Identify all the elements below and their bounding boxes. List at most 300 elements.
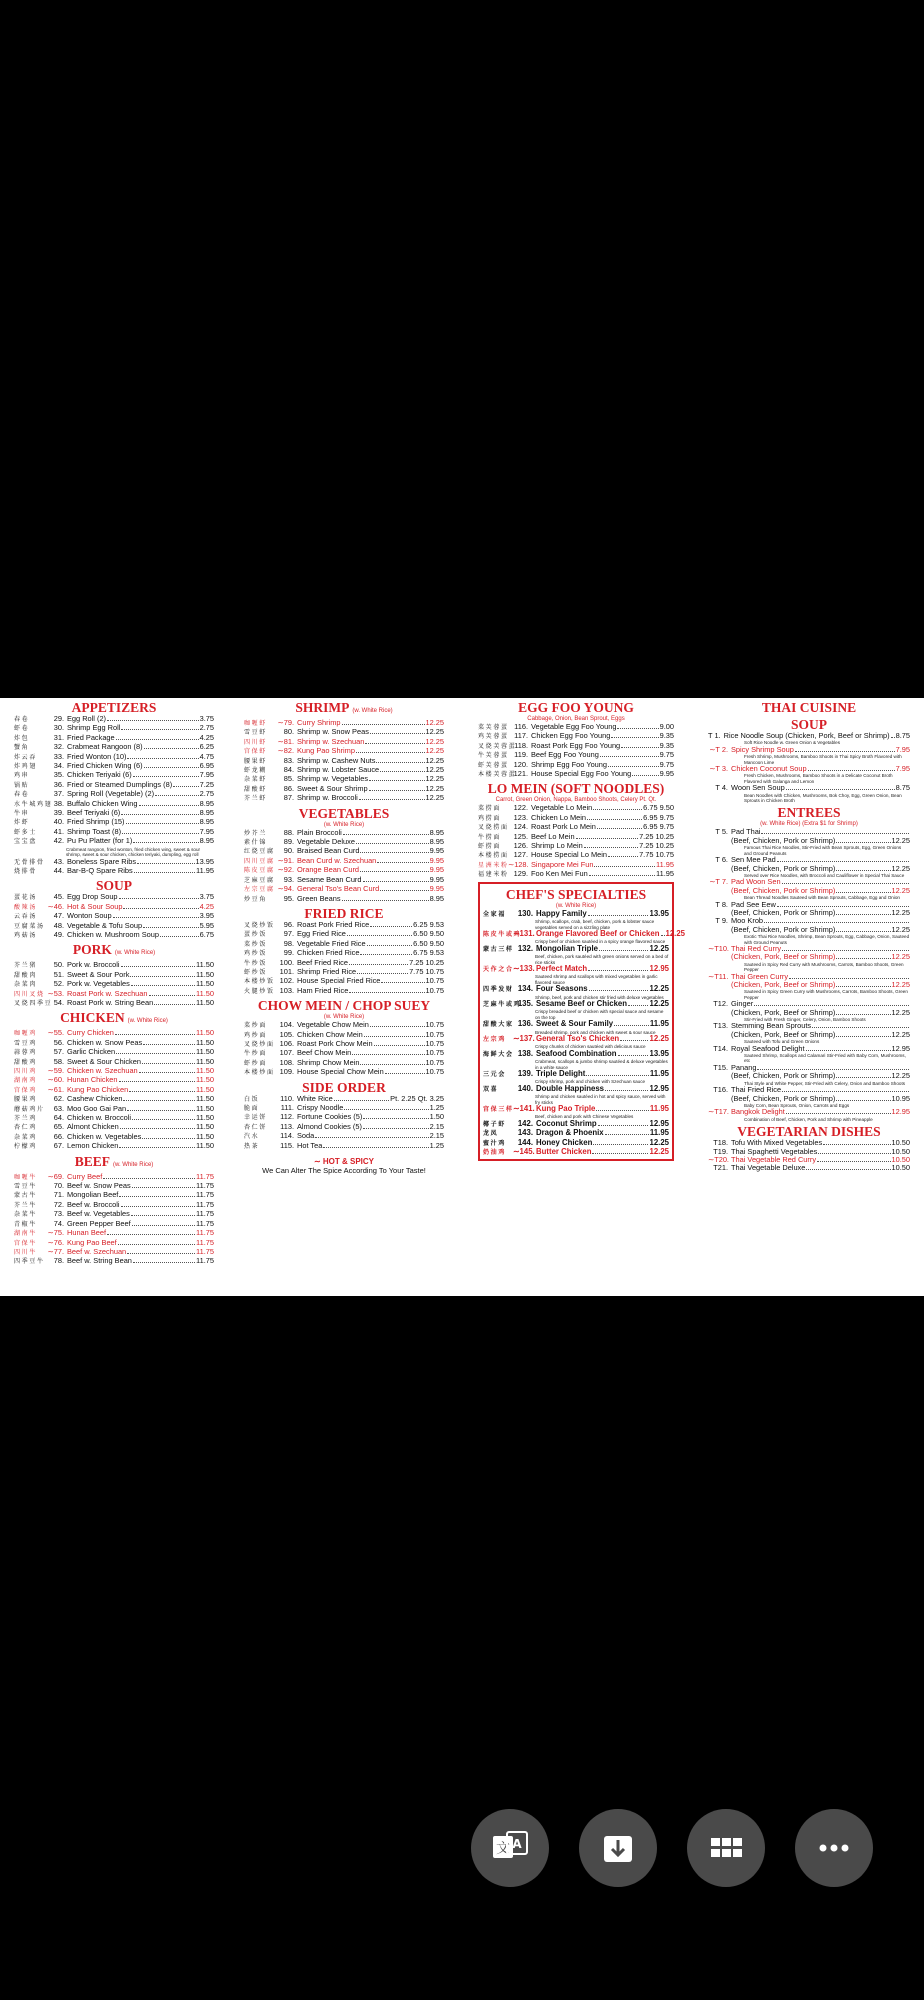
item-number: ∼91. [277, 855, 294, 865]
more-options-button[interactable] [795, 1809, 873, 1887]
item-price: 12.25 [891, 924, 910, 934]
item-price: 8.75 [895, 783, 910, 793]
item-price: 11.75 [196, 1209, 214, 1219]
chinese-name: 汽 水 [244, 1134, 258, 1141]
item-name: Bean Curd w. Szechuan [297, 855, 377, 865]
item-price: 13.95 [649, 908, 669, 918]
item-number: T18. [713, 1138, 728, 1148]
svg-text:文: 文 [496, 1841, 510, 1857]
leader-dots [356, 843, 429, 844]
item-number: 105. [279, 1029, 294, 1039]
menu-item [14, 999, 214, 1008]
chinese-name: 蜜 汁 鸡 [483, 1140, 505, 1147]
item-price: 11.75 [196, 1256, 214, 1266]
item-number: 74. [53, 1218, 64, 1228]
chinese-name: 红 烧 豆 腐 [244, 849, 274, 856]
item-description: Beef, chicken, pork sautéed with green onions served on a bed of rice sticks [535, 954, 669, 965]
item-price: 12.25 [425, 718, 444, 727]
menu-item [14, 903, 214, 912]
item-name: Shrimp Egg Foo Young [531, 759, 608, 769]
item-number: 40. [53, 817, 64, 827]
leader-dots [103, 1178, 195, 1179]
leader-dots [359, 799, 425, 800]
menu-item [244, 1068, 444, 1077]
item-number: ∼T17. [708, 1107, 729, 1117]
item-price: 11.50 [196, 1094, 214, 1104]
item-name: General Tso's Chicken [536, 1034, 620, 1043]
chinese-name: 牛 串 [14, 811, 28, 818]
chinese-name: 甜 酸 大 家 [483, 1022, 513, 1029]
item-number: 41. [53, 826, 64, 836]
item-name: Shrimp Toast (8) [67, 826, 122, 836]
fried-rice-heading [244, 906, 444, 921]
menu-item [708, 865, 910, 873]
chinese-name: 本 楼 炒 饭 [244, 979, 274, 986]
chinese-name: 四 川 豆 腐 [244, 858, 274, 865]
item-number: ∼145. [513, 1147, 535, 1157]
item-number: 50. [53, 960, 64, 970]
item-number: 127. [513, 850, 528, 860]
chinese-name: 无 骨 排 骨 [14, 859, 44, 866]
item-number: 112. [280, 1112, 294, 1122]
chow-mein-heading [244, 998, 444, 1013]
item-name: Shrimp Chow Mein [297, 1057, 360, 1067]
leader-dots [123, 1100, 195, 1101]
chinese-name: 咖 喱 虾 [244, 721, 266, 727]
item-price: 7.95 [199, 826, 214, 836]
item-name: Kung Pao Chicken [67, 1084, 129, 1094]
chinese-name: 锅 贴 [14, 782, 28, 789]
menu-column-3 [478, 698, 686, 1161]
item-price: 10.75 [425, 1038, 444, 1048]
leader-dots [360, 871, 429, 872]
item-number: 122. [513, 803, 528, 813]
chinese-name: 雪 豆 鸡 [14, 1040, 36, 1047]
item-number: 96. [283, 919, 294, 929]
leader-dots [598, 1125, 649, 1126]
menu-item [708, 1031, 910, 1039]
chinese-name: 热 茶 [244, 1143, 258, 1150]
item-number: ∼59. [47, 1066, 64, 1075]
item-number: ∼133. [513, 963, 535, 973]
leader-dots [617, 728, 658, 729]
item-number: 119. [514, 750, 528, 760]
leader-dots [592, 1153, 648, 1154]
chinese-name: 芝 麻 豆 腐 [244, 877, 274, 884]
item-name: (Beef, Chicken, Pork or Shrimp) [731, 1093, 836, 1103]
item-price: 2.75 [199, 789, 214, 799]
leader-dots [806, 1169, 890, 1170]
leader-dots [620, 1040, 648, 1041]
item-number: 143. [517, 1128, 533, 1138]
item-name: Panang [731, 1062, 757, 1072]
item-name: Sweet & Sour Family [536, 1019, 614, 1029]
item-number: 42. [53, 836, 64, 846]
item-number: 38. [53, 798, 64, 808]
item-number: 71. [53, 1190, 64, 1200]
item-price: 7.75 10.75 [639, 850, 674, 860]
leader-dots [107, 720, 199, 721]
item-price: 8.95 [199, 817, 214, 827]
item-description: Crispy breaded beef or chicken with special sauce and sesame on the top [535, 1009, 664, 1020]
item-name: Thai Red Curry [731, 943, 782, 953]
item-number: ∼82. [277, 746, 294, 756]
item-number: 47. [53, 911, 64, 921]
leader-dots [142, 1063, 195, 1064]
item-description: Thai Style and White Pepper, Stir-Fried with Celery, Onion and Bamboo Shoots [744, 1080, 906, 1086]
item-price: 11.95 [656, 869, 674, 879]
leader-dots [782, 950, 909, 951]
item-price: 7.25 10.25 [639, 831, 674, 841]
item-name: Beef w. Snow Peas [67, 1181, 131, 1191]
item-price: 11.50 [196, 1122, 214, 1132]
menu-item [244, 794, 444, 803]
item-price: 3.75 [199, 892, 214, 902]
chinese-name: 菜 炒 面 [244, 1023, 266, 1030]
item-price: 12.25 [649, 943, 669, 953]
item-number: 51. [53, 969, 64, 979]
leader-dots [599, 950, 649, 951]
chinese-name: 陈 皮 牛 或 鸡 [483, 931, 520, 938]
item-price: 11.75 [196, 1228, 214, 1238]
menu-item [483, 945, 669, 954]
item-price: 7.95 [895, 744, 910, 754]
item-name: Thai Green Curry [731, 971, 789, 981]
item-price: 12.25 [425, 765, 444, 775]
item-name: Crispy Noodle [297, 1103, 344, 1112]
item-price: 12.25 [649, 1137, 669, 1147]
chinese-name: 酸 辣 汤 [14, 904, 36, 911]
chinese-name: 本 楼 捞 面 [478, 853, 508, 860]
item-name: Roast Pork w. Szechuan [67, 988, 148, 998]
chinese-name: 云 吞 汤 [14, 914, 36, 921]
shrimp-heading [244, 700, 444, 719]
item-name: Shrimp w. Lobster Sauce [297, 765, 380, 775]
item-price: 7.75 10.75 [409, 966, 444, 976]
thai-entrees-heading [708, 805, 910, 820]
leader-dots [377, 862, 428, 863]
chinese-name: 腰 果 虾 [244, 758, 266, 765]
leader-dots [143, 1044, 195, 1045]
item-name: Vegetable Lo Mein [531, 803, 593, 813]
item-price: 10.50 [891, 1163, 910, 1173]
item-name: Coconut Shrimp [536, 1118, 597, 1128]
item-price: 12.25 [891, 1029, 910, 1039]
chinese-name: 咖 喱 牛 [14, 1174, 36, 1181]
chinese-name: 宫 保 牛 [14, 1240, 36, 1247]
item-name: Chicken Lo Mein [531, 812, 587, 822]
item-name: Vegetable & Tofu Soup [67, 920, 143, 930]
leader-dots [586, 1075, 649, 1076]
chinese-name: 炸 虾 [14, 820, 28, 827]
chinese-name: 鸡 芙 蓉 蛋 [478, 734, 508, 741]
item-name: White Rice [297, 1093, 333, 1103]
item-number: 135. [517, 998, 533, 1008]
leader-dots [119, 1196, 195, 1197]
item-price: 12.25 [425, 774, 444, 784]
item-price: 12.25 [425, 793, 444, 803]
item-price: 9.35 [659, 731, 674, 741]
chinese-name: 柠 檬 鸡 [14, 1144, 36, 1151]
item-name: Sesame Beef or Chicken [536, 998, 628, 1008]
item-price: 7.95 [895, 764, 910, 774]
vegetables-note: (w. White Rice) [323, 821, 365, 828]
item-price: 12.25 [665, 928, 686, 938]
item-number: ∼55. [47, 1028, 64, 1038]
item-price: 7.25 10.25 [639, 841, 674, 851]
item-price: 11.75 [196, 1218, 214, 1228]
item-description: Breaded shrimp, pork and chicken with sweet & sour sauce [535, 1029, 656, 1035]
item-name: Roast Pork Fried Rice [297, 919, 370, 929]
item-name: Shrimp w. Cashew Nuts [297, 755, 376, 765]
item-name: Sesame Bean Curd [297, 874, 362, 884]
item-price: 9.75 [659, 750, 674, 760]
chicken-heading [14, 1010, 214, 1029]
leader-dots [133, 776, 199, 777]
item-number: 48. [53, 920, 64, 930]
item-name: Curry Beef [67, 1171, 103, 1181]
menu-item [708, 1072, 910, 1080]
item-number: T 1. [708, 731, 721, 740]
leader-dots [812, 1027, 909, 1028]
leader-dots [173, 786, 198, 787]
item-description: Shrimp, beef, pork and chicken stir fried with deluxe vegetables [535, 994, 664, 1000]
item-name: Shrimp Egg Roll [67, 723, 121, 733]
item-price: 12.25 [891, 835, 910, 845]
menu-item [708, 732, 910, 740]
item-number: 98. [283, 938, 294, 948]
item-number: 103. [279, 985, 294, 995]
chinese-name: 炒 芥 兰 [244, 830, 266, 837]
chinese-name: 菜 炒 饭 [244, 941, 266, 948]
item-price: 12.25 [425, 755, 444, 765]
leader-dots [761, 833, 909, 834]
item-number: T12. [713, 999, 728, 1009]
item-price: 12.25 [891, 907, 910, 917]
leader-dots [149, 995, 196, 996]
chinese-name: 四 季 豆 牛 [14, 1259, 44, 1266]
item-name: Vegetable Deluxe [297, 837, 355, 847]
item-name: Chicken w. Broccoli [67, 1113, 132, 1123]
menu-image [0, 698, 924, 1296]
item-number: 126. [513, 841, 528, 851]
menu-item [244, 1142, 444, 1151]
item-price: 11.75 [196, 1190, 214, 1200]
item-name: Spring Roll (Vegetable) (2) [67, 789, 155, 799]
menu-item [483, 965, 669, 974]
item-price: 1.25 [429, 1103, 444, 1112]
chinese-name: 星 洲 米 粉 [478, 862, 508, 869]
item-number: 139. [517, 1069, 533, 1079]
bottom-action-bar [0, 1809, 924, 1889]
item-name: Garlic Chicken [67, 1047, 116, 1057]
item-number: 43. [53, 856, 64, 866]
item-number: 114. [280, 1131, 294, 1141]
leader-dots [782, 883, 909, 884]
item-number: T13. [713, 1021, 728, 1031]
more-icon [814, 1828, 854, 1868]
beef-heading-text: BEEF [74, 1153, 110, 1169]
item-name: Ham Fried Rice [297, 985, 349, 995]
item-name: Egg Fried Rice [297, 929, 346, 939]
item-number: 89. [283, 837, 294, 847]
item-price: 10.75 [425, 1029, 444, 1039]
item-name: Beef w. String Bean [67, 1256, 132, 1266]
item-name: Pork w. Broccoli [67, 960, 120, 970]
grid-view-button[interactable] [687, 1809, 765, 1887]
chinese-name: 虾 炒 面 [244, 1060, 266, 1067]
item-price: 12.25 [425, 783, 444, 793]
leader-dots [347, 935, 412, 936]
leader-dots [597, 828, 642, 829]
item-description: Famous Thai Rice Noodles, Stir-Fried with Bean Sprouts, Egg, Green Onions and Ground Peanuts [744, 845, 902, 856]
shrimp-heading-text: SHRIMP [295, 700, 350, 715]
leader-dots [127, 1110, 195, 1111]
item-description: Crispy chunks of chicken sautéed with delicious sauce [535, 1044, 646, 1050]
item-price: 12.95 [891, 1107, 910, 1117]
item-number: 121. [513, 769, 528, 779]
translate-button[interactable] [471, 1809, 549, 1887]
leader-dots [367, 945, 413, 946]
item-price: 9.95 [659, 769, 674, 779]
chinese-name: 芥 兰 牛 [14, 1202, 36, 1209]
menu-item [708, 926, 910, 934]
leader-dots [115, 1034, 195, 1035]
menu-item [483, 1148, 669, 1157]
leader-dots [786, 789, 895, 790]
item-number: 140. [517, 1083, 533, 1093]
leader-dots [342, 900, 429, 901]
thai-cuisine-heading [708, 700, 910, 715]
item-name: Chicken w. Snow Peas [67, 1037, 143, 1047]
item-name: Sweet & Sour Chicken [67, 1056, 141, 1066]
item-name: Curry Chicken [67, 1028, 114, 1038]
leader-dots [122, 833, 199, 834]
item-name: Orange Bean Curd [297, 865, 360, 875]
item-number: ∼69. [47, 1171, 64, 1181]
item-number: 56. [53, 1037, 64, 1047]
item-number: 66. [53, 1131, 64, 1141]
item-name: Shrimp w. Snow Peas [297, 727, 369, 737]
item-number: 134. [517, 984, 533, 994]
leader-dots [836, 958, 890, 959]
leader-dots [356, 752, 425, 753]
leader-dots [132, 1187, 195, 1188]
item-number: 95. [283, 893, 294, 903]
item-price: 12.25 [891, 863, 910, 873]
leader-dots [754, 1005, 909, 1006]
item-name: (Chicken, Pork, Beef or Shrimp) [731, 1007, 836, 1017]
item-price: 12.95 [891, 1043, 910, 1053]
item-name: Bar-B-Q Spare Ribs [67, 865, 133, 875]
item-name: Royal Seafood Delight [731, 1043, 805, 1053]
item-name: Ginger [731, 999, 754, 1009]
item-name: Chicken Coconut Soup [731, 764, 807, 774]
leader-dots [618, 1055, 649, 1056]
chinese-name: 鸡 炒 面 [244, 1032, 266, 1039]
item-name: Fortune Cookies (5) [297, 1112, 363, 1122]
download-button[interactable] [579, 1809, 657, 1887]
item-name: Triple Delight [536, 1069, 586, 1079]
item-name: (Beef, Chicken, Pork or Shrimp) [731, 885, 836, 895]
chinese-name: 火 腿 炒 饭 [244, 988, 274, 995]
leader-dots [144, 767, 199, 768]
item-number: 90. [283, 846, 294, 856]
item-description: Sauteed with Tofu and Green Onions [744, 1039, 820, 1045]
chinese-name: 蛋 炒 饭 [244, 932, 266, 939]
chinese-name: 咖 喱 鸡 [14, 1031, 36, 1038]
chinese-name: 芥 兰 猪 [14, 963, 36, 970]
item-price: 11.50 [196, 1047, 214, 1057]
chinese-name: 杂 菜 虾 [244, 777, 266, 784]
leader-dots [589, 990, 649, 991]
lo-mein-sub: Carrot, Green Onion, Nappa, Bamboo Shoots, Celery Pt. Qt. [495, 797, 657, 804]
menu-item [708, 953, 910, 961]
leader-dots [349, 992, 424, 993]
item-price: 7.25 10.25 [409, 957, 444, 967]
chinese-name: 豆 腐 菜 汤 [14, 923, 44, 930]
chinese-name: 鸡 串 [14, 773, 28, 780]
chinese-name: 海 鲜 大 会 [483, 1051, 513, 1058]
item-price: 3.75 [199, 714, 214, 723]
leader-dots [343, 834, 429, 835]
item-price: 12.25 [891, 1071, 910, 1081]
item-name: Fried Chicken Wing (6) [67, 761, 143, 771]
item-price: 13.95 [195, 856, 214, 866]
item-price: 11.50 [196, 988, 214, 998]
item-price: 1.50 [429, 1112, 444, 1122]
leader-dots [139, 805, 199, 806]
leader-dots [777, 861, 909, 862]
item-name: Roast Pork Egg Foo Young [531, 740, 621, 750]
item-number: 99. [283, 948, 294, 958]
leader-dots [364, 1036, 425, 1037]
item-number: 107. [279, 1048, 294, 1058]
item-price: 9.95 [429, 846, 444, 856]
chinese-name: 芝 麻 牛 或 鸡 [483, 1001, 520, 1008]
chinese-name: 本 楼 炒 面 [244, 1070, 274, 1077]
leader-dots [836, 870, 890, 871]
item-description: Shrimp, scallops, crab, beef, chicken, pork & lobster sauce vegetables served on a sizzling plate [535, 919, 655, 930]
item-price: 13.95 [649, 1048, 669, 1058]
item-price: 10.50 [891, 1146, 910, 1156]
chefs-specialties-heading-text: CHEF'S SPECIALTIES [505, 886, 647, 902]
chinese-name: 甜 酸 鸡 [14, 1059, 36, 1066]
item-description: Soft Rice Noodle w. Green Onion & Vegetables [744, 740, 841, 746]
item-number: 45. [53, 892, 64, 902]
chinese-name: 双 喜 [483, 1086, 497, 1093]
menu-item [483, 1020, 669, 1029]
item-number: ∼141. [513, 1104, 535, 1114]
vegetarian-heading-text: VEGETARIAN DISHES [737, 1124, 881, 1140]
item-number: 113. [280, 1121, 294, 1131]
item-number: 87. [283, 793, 294, 803]
item-name: Four Seasons [536, 984, 588, 994]
leader-dots [144, 748, 199, 749]
leader-dots [588, 970, 648, 971]
item-name: Soda [297, 1131, 315, 1141]
item-price: 6.95 [199, 761, 214, 771]
item-price: 4.25 [199, 901, 214, 911]
item-number: 83. [283, 755, 294, 765]
item-number: ∼77. [47, 1246, 64, 1256]
item-name: Sen Mee Pad [731, 855, 776, 865]
menu-item [483, 1085, 669, 1094]
chinese-name: 虾 炒 饭 [244, 969, 266, 976]
chicken-heading-text: CHICKEN [60, 1010, 125, 1026]
item-name: Pu Pu Platter (for 1) [67, 836, 133, 846]
item-price: 11.50 [196, 1141, 214, 1151]
